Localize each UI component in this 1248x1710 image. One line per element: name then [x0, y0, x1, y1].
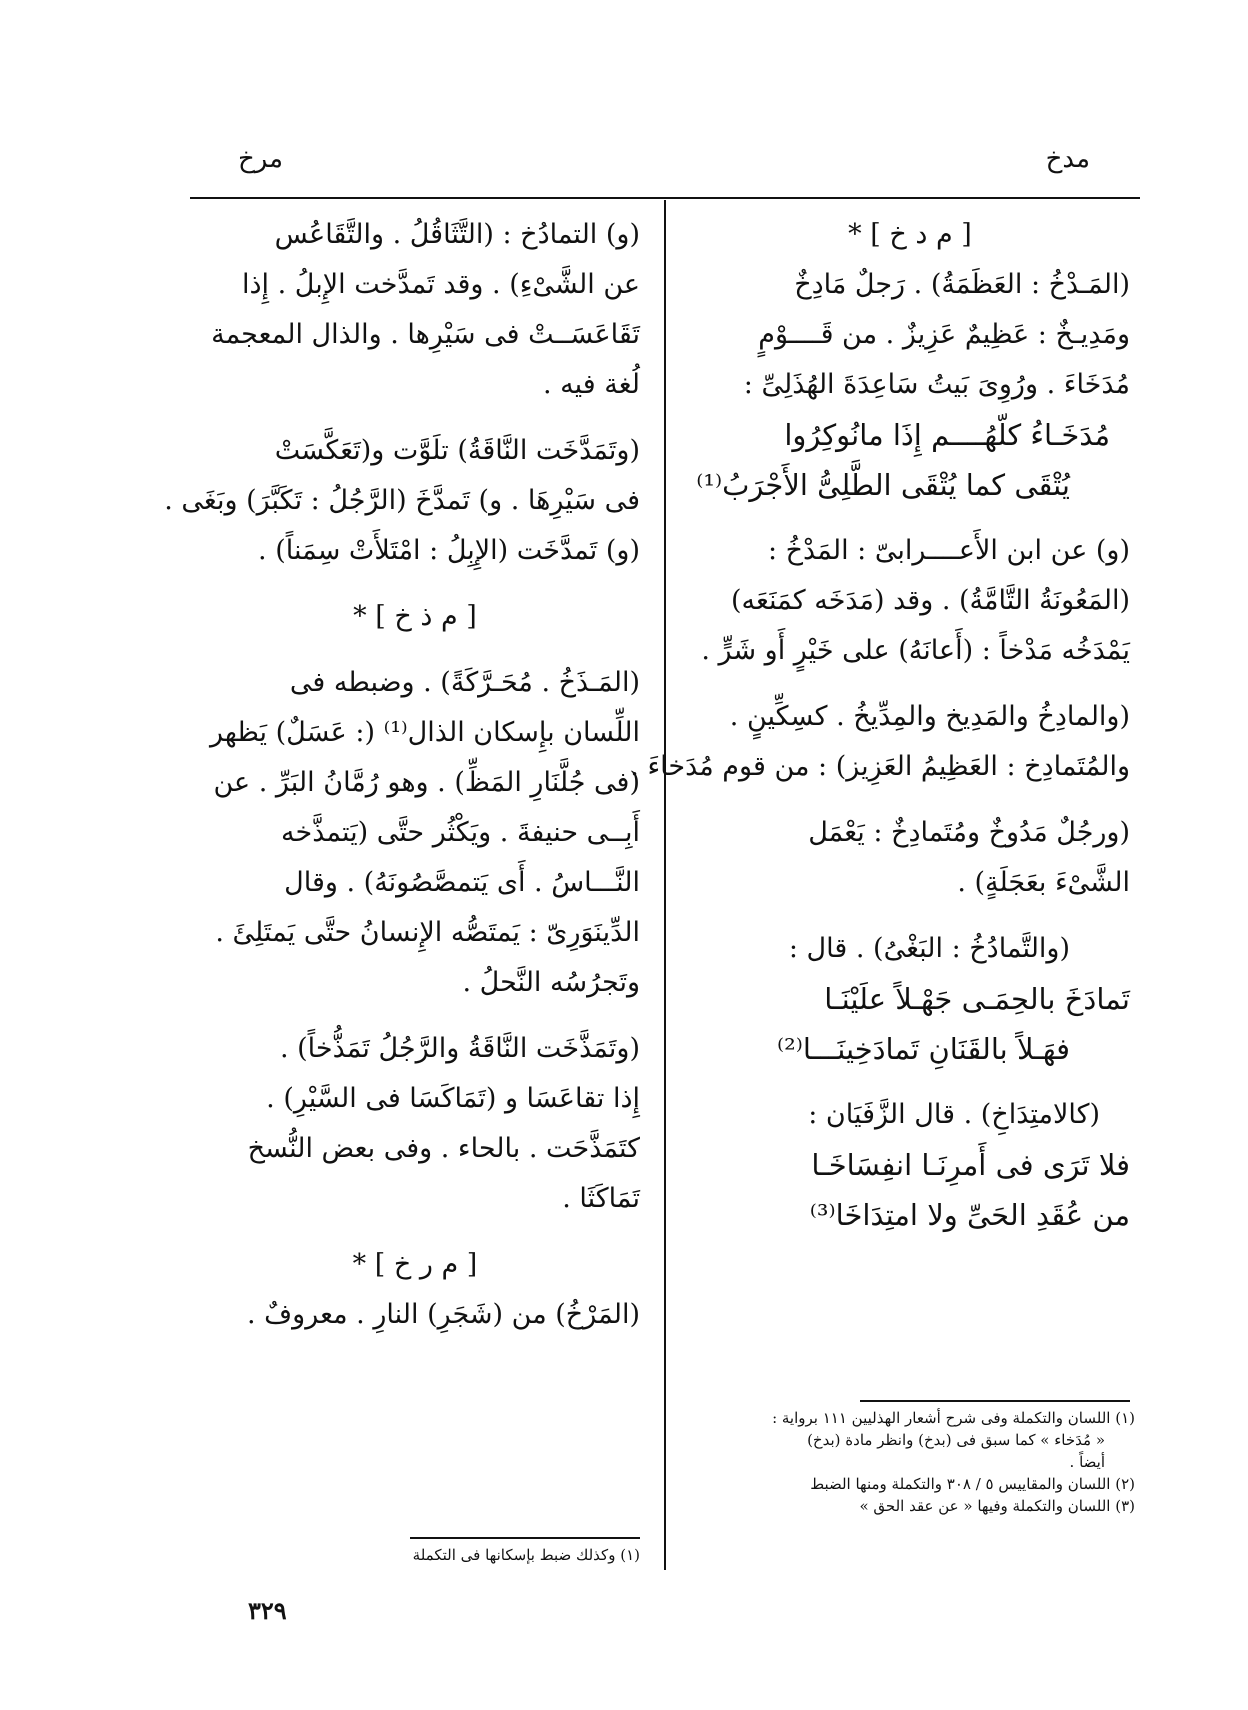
text-line: تَمَاكَثَا . [562, 1183, 640, 1214]
text-line: (و) التمادُخ : (التَّثَاقُلُ . والتَّقَاعُس [274, 219, 640, 250]
footnote: (١) اللسان والتكملة وفى شرح أشعار الهذليين ١١١ برواية : [772, 1409, 1135, 1427]
text-line: عن الشَّىْءِ) . وقد تَمدَّخت الإِبلُ . إِذا [242, 269, 640, 300]
verse-line: تَمادَخَ بالحِمَـى جَهْـلاً علَيْنَـا [824, 982, 1130, 1016]
text-line: (وتَمَذَّخَت النَّاقَةُ والرَّجُلُ تَمَذُّخاً) . [279, 1033, 640, 1064]
text-line: (وتَمَدَّخَت النَّاقَةُ) تلَوَّت و(تَعَكَّسَتْ [274, 435, 640, 466]
footnote-rule-right [860, 1400, 1130, 1402]
text-line: اللِّسان بإِسكان الذال⁽¹⁾ (: عَسَلٌ) يَظهر [210, 717, 640, 748]
text-line: كتَمَذَّحَت . بالحاء . وفى بعض النُّسخ [247, 1133, 640, 1164]
text-line: إِذا تقاعَسَا و (تَمَاكَسَا فى السَّيْرِ) . [266, 1083, 640, 1114]
verse-line: فهَـلاً بالقَنَانِ تَمادَخِينَـــا⁽²⁾ [777, 1032, 1070, 1066]
footnote: (١) وكذلك ضبط بإسكانها فى التكملة [412, 1546, 640, 1564]
page-number: ٣٢٩ [248, 1596, 287, 1625]
header-root-word-right: مدخ [1045, 144, 1090, 174]
column-divider [664, 200, 666, 1570]
text-line: ومَدِيـخٌ : عَظِيمٌ عَزِيزٌ . من قَــــوْمٍ [758, 319, 1130, 350]
text-line: النَّـــاسُ . أَى يَتمصَّصُونَهُ) . وقال [284, 867, 640, 898]
header-root-word-left: مرخ [238, 144, 284, 174]
text-line: فى سَيْرِهَا . و) تَمدَّخَ (الرَّجُلُ : تَكَبَّرَ) وبَغَى . [164, 485, 640, 516]
verse-line: مُدَخَـاءُ كلّهُــــم إِذَا مانُوكِرُوا [784, 418, 1110, 452]
footnote: (٣) اللسان والتكملة وفيها « عن عقد الحق » [859, 1497, 1135, 1515]
text-line: (والمادِخُ والمَدِيخ والمِدِّيخُ . كسِكِّينٍ . [729, 701, 1130, 732]
text-line: يَمْدَخُه مَدْخاً : (أَعانَهُ) على خَيْرٍ أَو شَرٍّ . [701, 635, 1130, 666]
verse-line: من عُقَدِ الحَىِّ ولا امتِدَاخَا⁽³⁾ [809, 1198, 1130, 1232]
entry-heading-mdkh: [ م د خ ] * [848, 219, 972, 250]
text-line: (و) عن ابن الأَعــــرابىّ : المَدْخُ : [767, 535, 1130, 566]
text-line: تَقَاعَسَــتْ فى سَيْرِها . والذال المعجمة [211, 319, 640, 350]
footnotes-right [690, 1407, 1135, 1517]
text-line: (المَرْخُ) من (شَجَرِ) النارِ . معروفٌ . [247, 1299, 640, 1330]
entry-heading-mdhkh: [ م ذ خ ] * [353, 601, 477, 632]
entry-heading-mrkh: [ م ر خ ] * [352, 1249, 478, 1280]
verse-line: يُتْقَى كما يُتْقَى الطَّلِىُّ الأَجْرَبُ⁽¹⁾ [696, 468, 1070, 502]
text-line: لُغة فيه . [542, 369, 640, 400]
right-column [630, 210, 1130, 1240]
verse-line: فلا تَرَى فى أَمرِنَـا انفِسَاخَـا [811, 1148, 1130, 1182]
text-line: وتَجرُسُه النَّحلُ . [462, 967, 640, 998]
text-line: (المَعُونَةُ التَّامَّةُ) . وقد (مَدَخَه كمَنَعَه) [730, 585, 1130, 616]
text-line: (و) تَمدَّخَت (الإِبِلُ : امْتَلأَتْ سِمَناً) . [258, 535, 640, 566]
text-line: (ورجُلٌ مَدُوخٌ ومُتَمادِخٌ : يَعْمَل [808, 817, 1130, 848]
footnote: (٢) اللسان والمقاييس ٥ / ٣٠٨ والتكملة ومنها الضبط [810, 1475, 1135, 1493]
text-line: الشَّىْءَ بعَجَلَةٍ) . [957, 867, 1130, 898]
text-line: والمُتَمادِخ : العَظِيمُ العَزِيز) : من قوم مُدَخاءَ . [630, 751, 1130, 782]
text-line: أَبِــى حنيفةَ . ويَكْثُر حتَّى (يَتمذَّخه [281, 817, 640, 848]
footnote: أيضاً . [1069, 1453, 1105, 1471]
footnote: « مُدَخاء » كما سبق فى (بدخ) وانظر مادة (بدخ) [807, 1431, 1105, 1449]
footnote-rule-left [410, 1537, 640, 1539]
footnotes-left [320, 1544, 640, 1566]
text-line: (المَـدْخُ : العَظَمَةُ) . رَجلٌ مَادِخٌ [794, 269, 1130, 300]
text-line: (والتَّمادُخُ : البَغْىُ) . قال : [788, 933, 1070, 964]
left-column [164, 210, 640, 1340]
text-line: (كالامتِدَاخِ) . قال الزَّفَيَان : [808, 1099, 1100, 1130]
text-line: (المَـذَخُ . مُحَـرَّكَةً) . وضبطه فى [289, 667, 640, 698]
text-line: الدِّينَوَرِىّ : يَمتَصُّه الإِنسانُ حتَّى يَمتَلِئَ . [215, 917, 640, 948]
text-line: مُدَخَاءَ . ورُوِىَ بَيتُ سَاعِدَةَ الهُذَلِىِّ : [743, 369, 1130, 400]
header-rule [190, 197, 1140, 199]
text-line: (فى جُلَّنَارِ المَظِّ) . وهو رُمَّانُ البَرِّ . عن [213, 767, 640, 798]
